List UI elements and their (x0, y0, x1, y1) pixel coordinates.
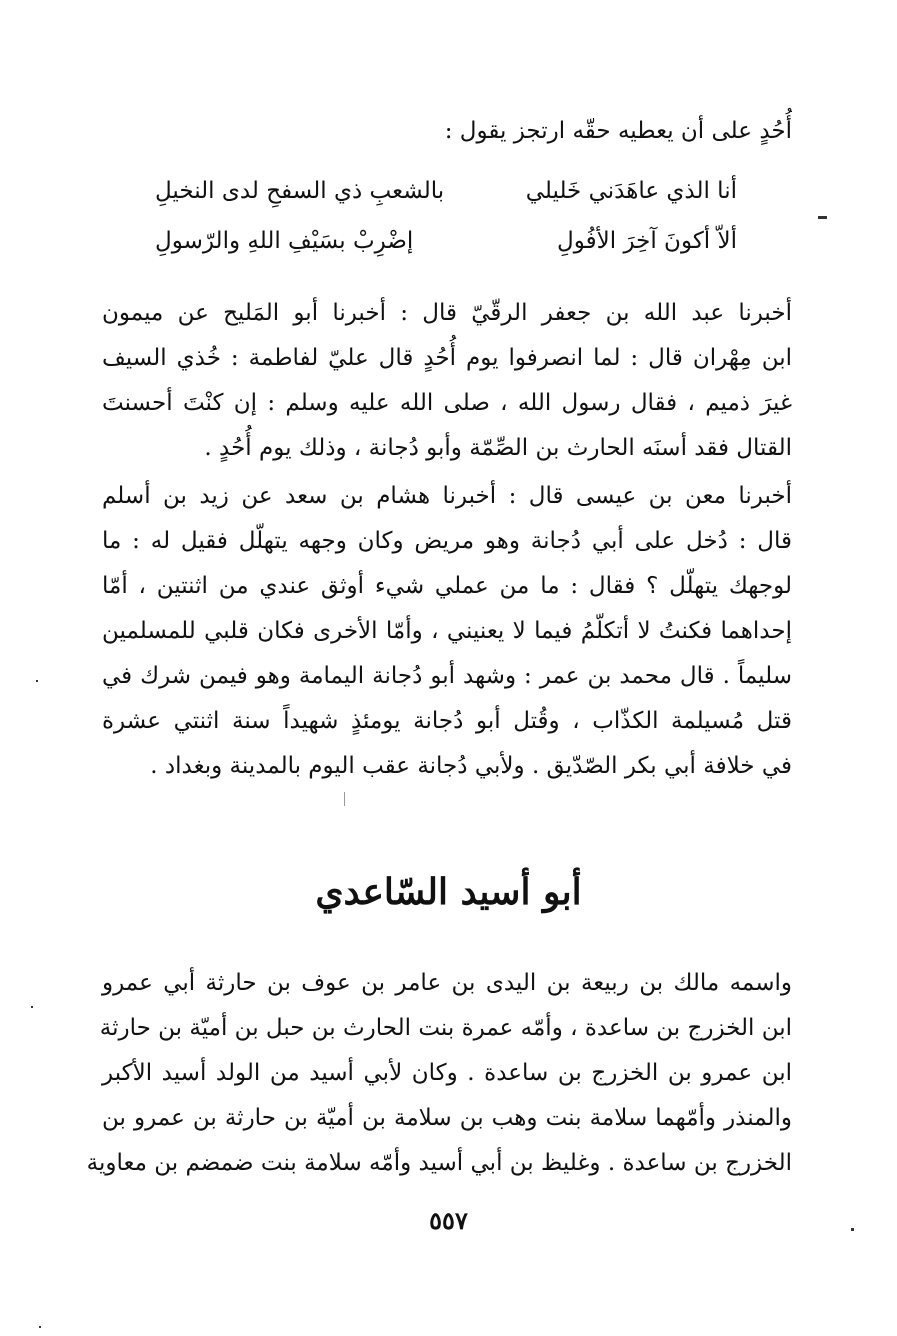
scan-speck (851, 1228, 854, 1231)
paragraph-3-line: ابن عمرو بن الخزرج بن ساعدة . وكان لأبي أسيد من الولد أسيد الأكبر (102, 1060, 792, 1086)
paragraph-2-line: أخبرنا معن بن عيسى قال : أخبرنا هشام بن سعد عن زيد بن أسلم (102, 483, 792, 509)
paragraph-2-line: إحداهما فكنتُ لا أتكلّمُ فيما لا يعنيني ، وأمّا الأخرى فكان قلبي للمسلمين (102, 618, 792, 644)
scan-speck (344, 792, 345, 806)
paragraph-2-line: في خلافة أبي بكر الصّدّيق . ولأبي دُجانة عقب اليوم بالمدينة وبغداد . (150, 753, 792, 779)
verse-1-first-hemistich: أنا الذي عاهَدَني خَليلي (525, 178, 737, 204)
paragraph-3-line: والمنذر وأمّهما سلامة بنت وهب بن سلامة بن أميّة بن حارثة بن عمرو بن (102, 1105, 792, 1131)
page-number: ٥٥٧ (429, 1206, 468, 1235)
verse-2-first-hemistich: ألاّ أكونَ آخِرَ الأفُولِ (557, 228, 737, 254)
scan-speck (36, 680, 38, 682)
paragraph-3-line: واسمه مالك بن ربيعة بن اليدى بن عامر بن عوف بن حارثة أبي عمرو (102, 970, 792, 996)
verse-2-second-hemistich: إضْرِبْ بسَيْفِ اللهِ والرّسولِ (155, 228, 414, 254)
paragraph-2-line: سليماً . قال محمد بن عمر : وشهد أبو دُجانة اليمامة وهو فيمن شرك في (102, 663, 792, 689)
paragraph-2-line: لوجهك يتهلّل ؟ فقال : ما من عملي شيء أوثق عندي من اثنتين ، أمّا (102, 573, 792, 599)
paragraph-1-line: غيرَ ذميم ، فقال رسول الله ، صلى الله عليه وسلم : إن كنْتَ أحسنتَ (102, 390, 792, 416)
scan-speck (39, 1326, 41, 1328)
verse-1-second-hemistich: بالشعبِ ذي السفحِ لدى النخيلِ (155, 178, 445, 204)
paragraph-3-line: الخزرج بن ساعدة . وغليظ بن أبي أسيد وأمّه سلامة بنت ضمضم بن معاوية (86, 1150, 792, 1176)
paragraph-2-line: قتل مُسيلمة الكذّاب ، وقُتل أبو دُجانة يومئذٍ شهيداً سنة اثنتي عشرة (102, 708, 792, 734)
section-heading: أبو أسيد السّاعدي (315, 871, 582, 913)
paragraph-3-line: ابن الخزرج بن ساعدة ، وأمّه عمرة بنت الحارث بن حبل بن أميّة بن حارثة (99, 1015, 792, 1041)
scan-speck (818, 216, 827, 219)
paragraph-1-line: أخبرنا عبد الله بن جعفر الرقّيّ قال : أخبرنا أبو المَليح عن ميمون (102, 300, 792, 326)
paragraph-1-line: القتال فقد أسنَه الحارث بن الصِّمّة وأبو دُجانة ، وذلك يوم أُحُدٍ . (204, 435, 792, 461)
scan-speck (31, 1006, 33, 1008)
intro-line: أُحُدٍ على أن يعطيه حقّه ارتجز يقول : (444, 118, 792, 144)
paragraph-2-line: قال : دُخل على أبي دُجانة وهو مريض وكان وجهه يتهلّل فقيل له : ما (102, 528, 792, 554)
paragraph-1-line: ابن مِهْران قال : لما انصرفوا يوم أُحُدٍ قال عليّ لفاطمة : خُذي السيف (102, 345, 792, 371)
